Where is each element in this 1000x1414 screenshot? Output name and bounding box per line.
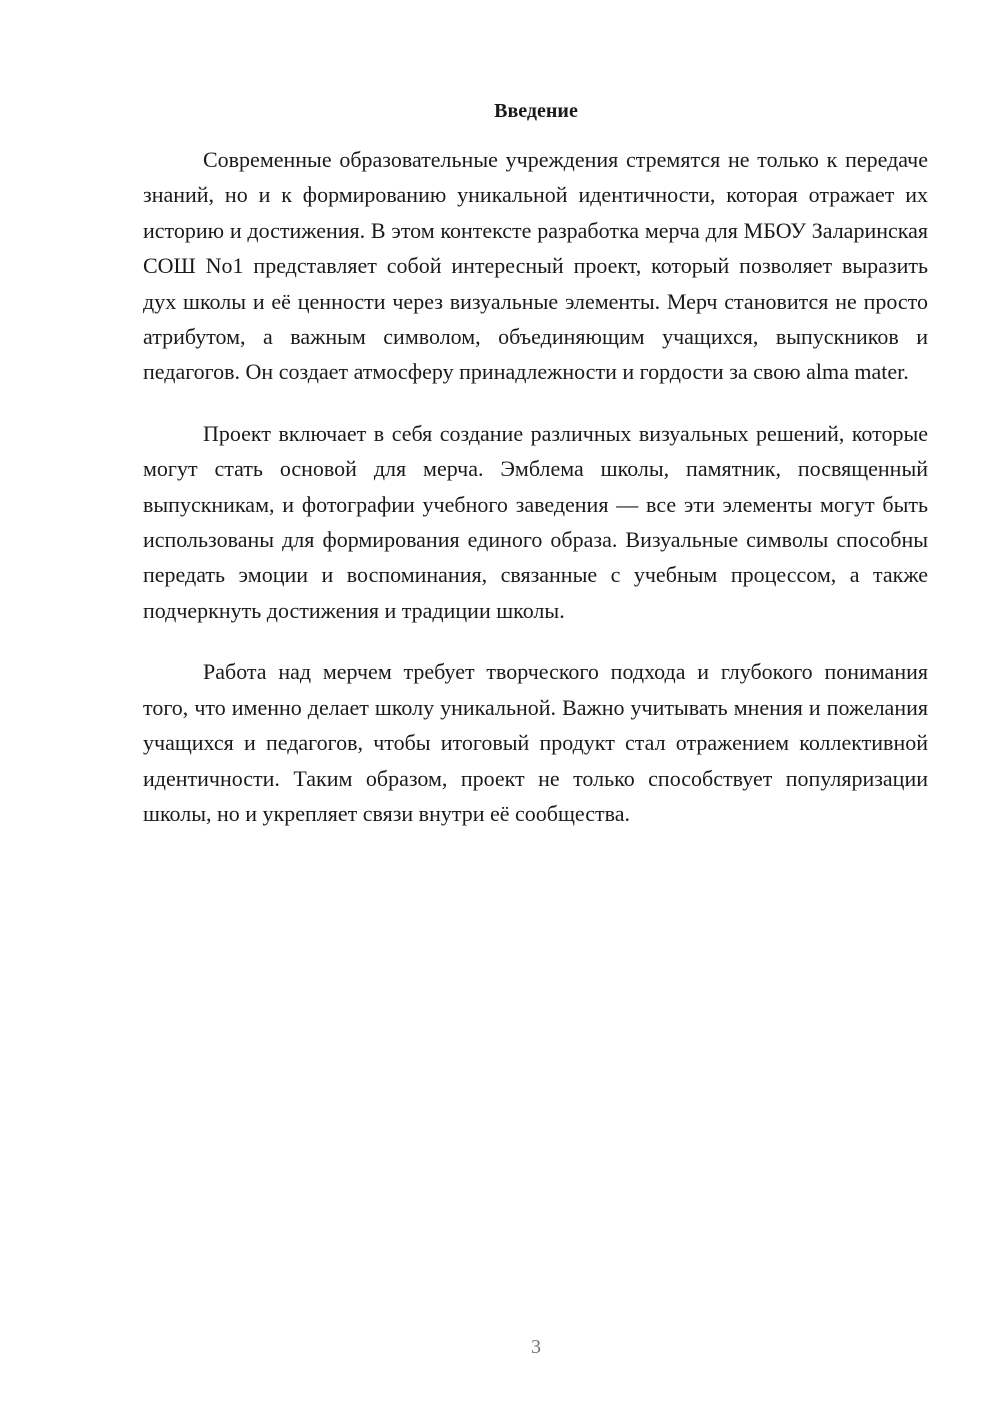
paragraph-1: Современные образовательные учреждения стремятся не только к передаче знаний, но и к формированию уникальной идентичности, которая отражает их историю и достижения. В этом контексте разработка мерча для МБОУ Заларинская СОШ No1 представляет собой интересный проект, который позволяет выразить дух школы и её ценности через визуальные элементы. Мерч становится не просто атрибутом, а важным символом, объединяющим учащихся, выпускников и педагогов. Он создает атмосферу принадлежности и гордости за свою alma mater. — [143, 147, 928, 385]
page-number: 3 — [531, 1336, 541, 1358]
body-text — [143, 142, 928, 831]
paragraph-3: Работа над мерчем требует творческого подхода и глубокого понимания того, что именно делает школу уникальной. Важно учитывать мнения и пожелания учащихся и педагогов, чтобы итоговый продукт стал отражением коллективной идентичности. Таким образом, проект не только способствует популяризации школы, но и укрепляет связи внутри её сообщества. — [143, 659, 928, 826]
section-heading: Введение — [494, 100, 578, 122]
paragraph-2: Проект включает в себя создание различных визуальных решений, которые могут стать основой для мерча. Эмблема школы, памятник, посвященный выпускникам, и фотографии учебного заведения — все эти элементы могут быть использованы для формирования единого образа. Визуальные символы способны передать эмоции и воспоминания, связанные с учебным процессом, а также подчеркнуть достижения и традиции школы. — [143, 420, 928, 623]
